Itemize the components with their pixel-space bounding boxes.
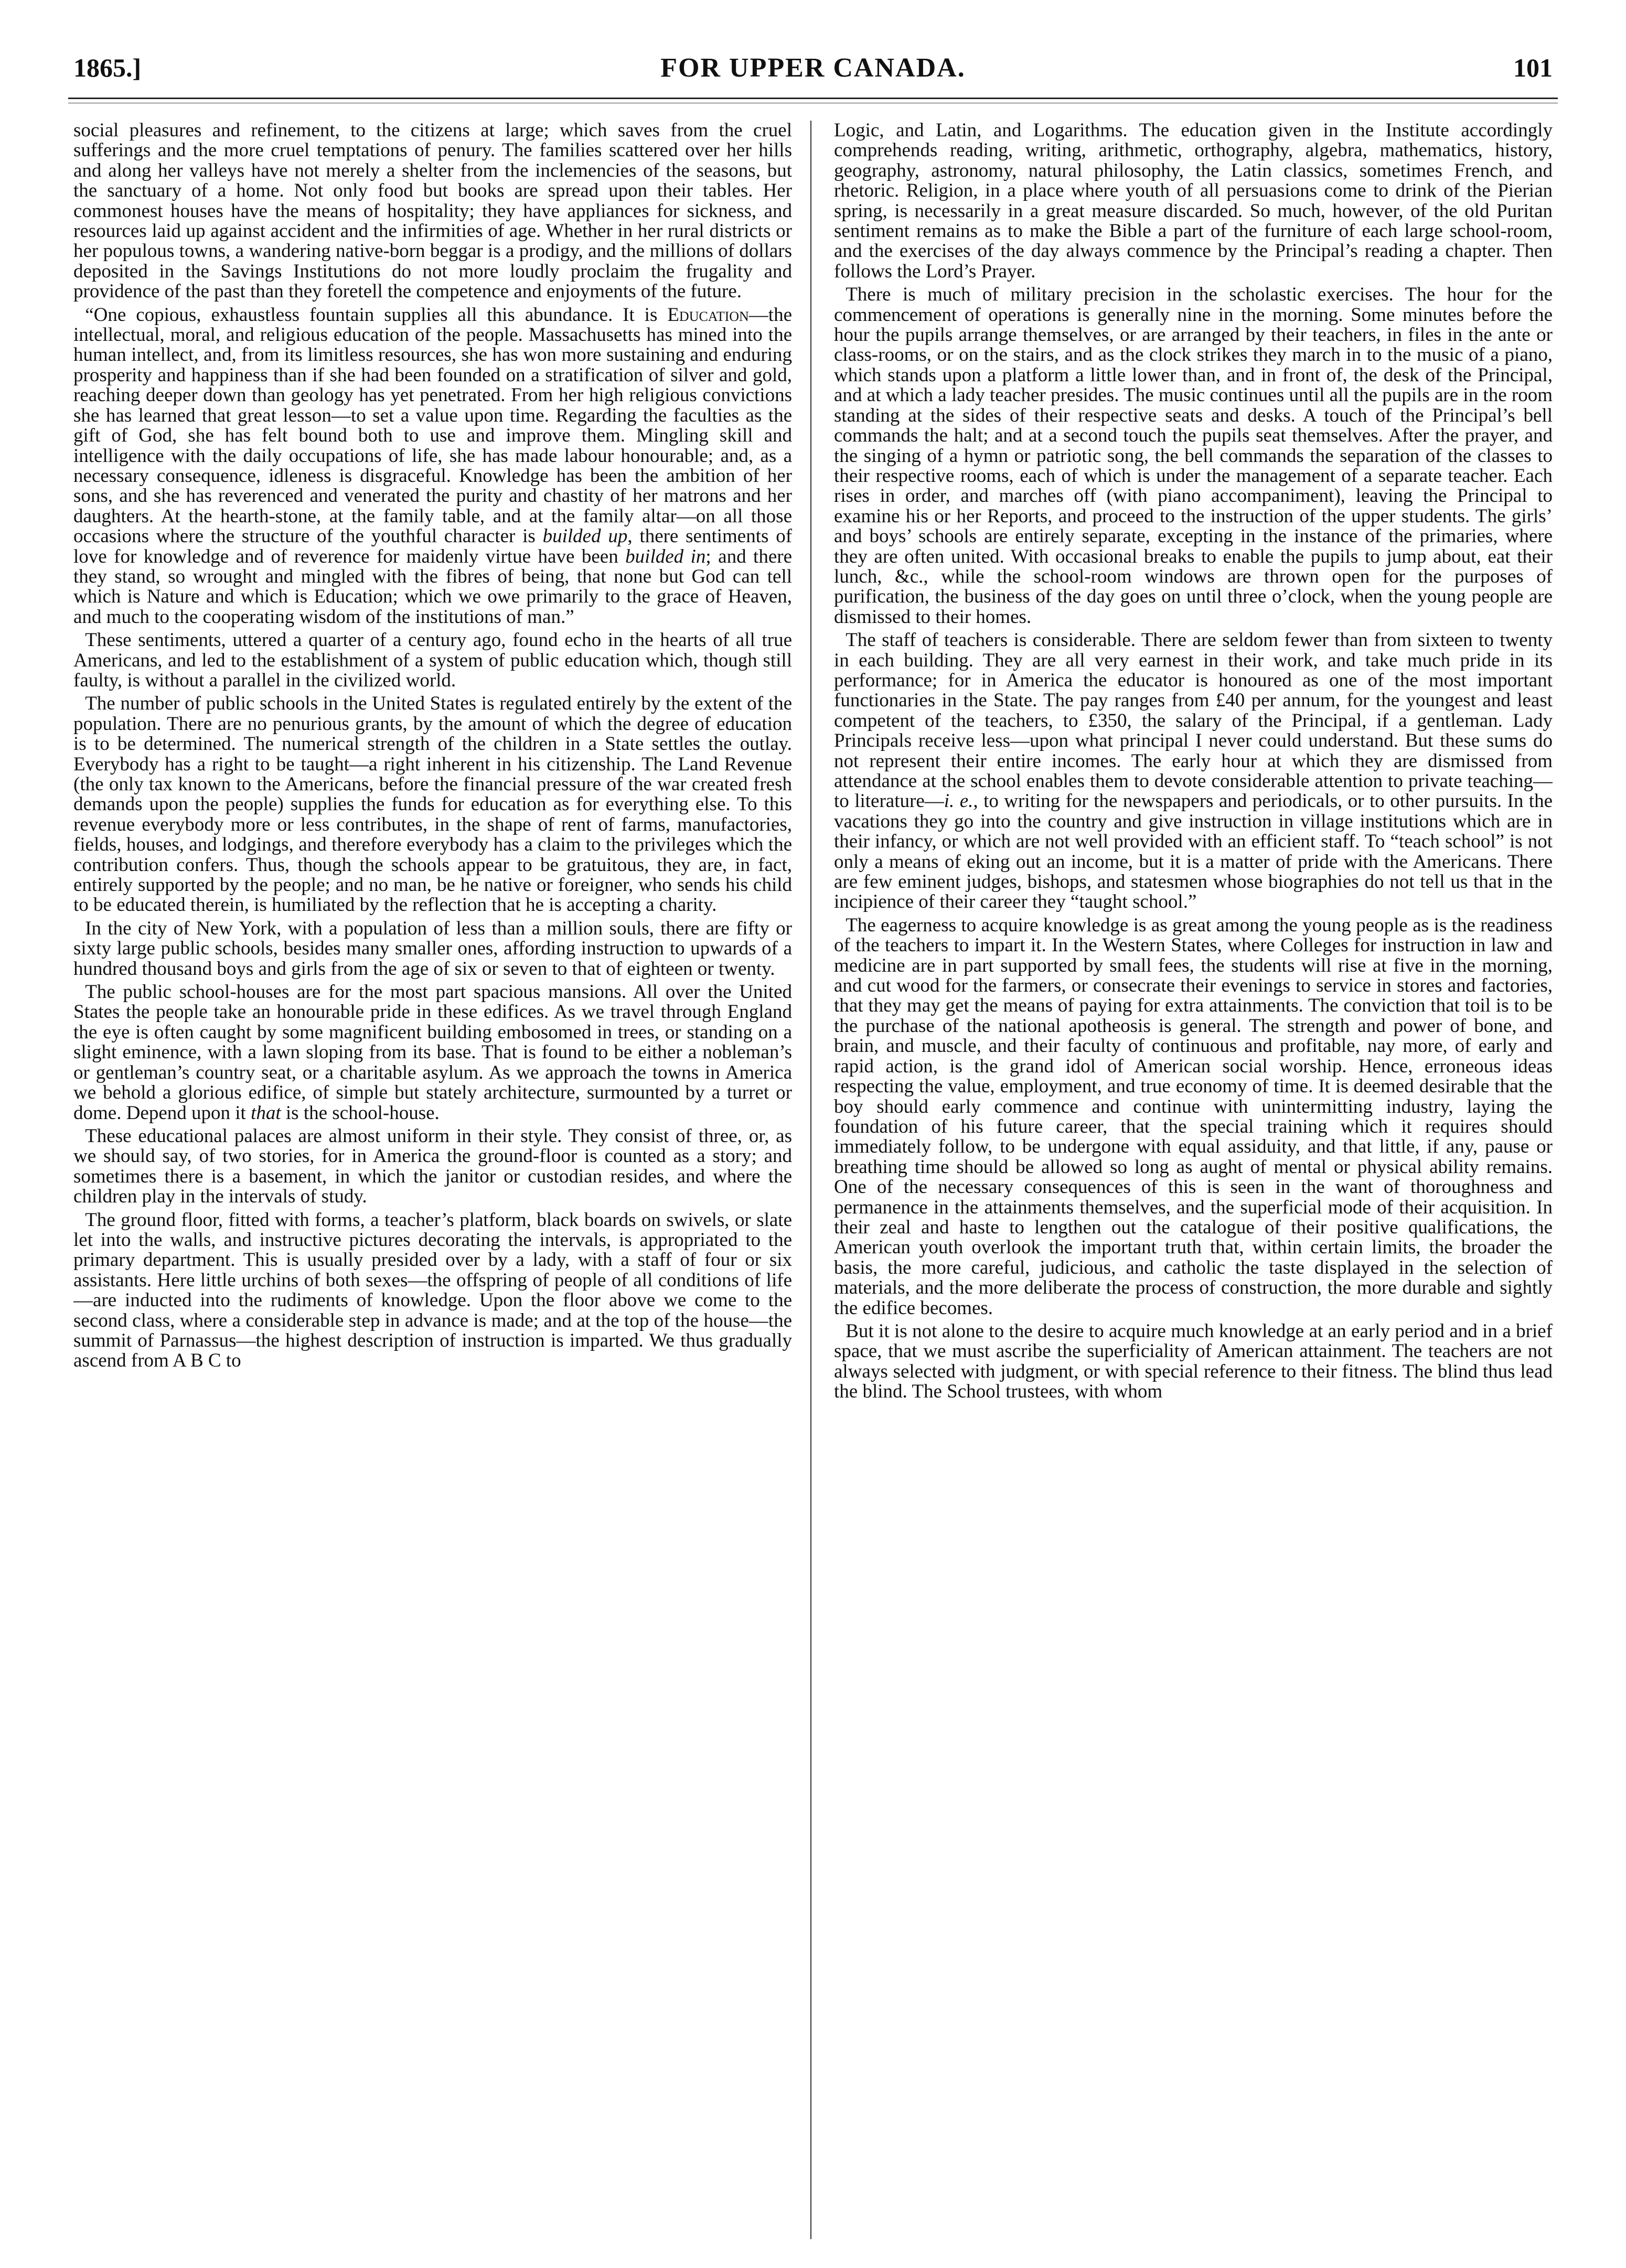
paragraph-text: These sentiments, uttered a quarter of a century ago, found echo in the hearts of all true Americans, and led to the establishment of a system of public education which, though still faulty, is without a parallel in the civilized world. — [73, 629, 792, 691]
page-number: 101 — [1513, 53, 1553, 82]
small-caps-text: Education — [667, 304, 749, 326]
paragraph — [834, 630, 1553, 912]
paragraph-text: In the city of New York, with a population of less than a million souls, there are fifty or sixty large public schools, besides many smaller ones, affording instruction to upwards of a hundred thousand boys and girls from the age of six or seven to that of eighteen or twenty. — [73, 917, 792, 980]
italic-text: builded up — [542, 525, 628, 547]
page — [68, 47, 1558, 2239]
paragraph — [73, 694, 792, 915]
header-rule — [68, 98, 1558, 99]
page-header — [68, 47, 1558, 89]
paragraph-text: , to writing for the newspapers and periodicals, or to other pursuits. In the vacations they go into the country and give instruction in village institutions which are in their infancy, or which are not well provided with an efficient staff. To “teach school” is not only a means of eking out an income, but it is a matter of pride with the Americans. There are few eminent judges, bishops, and statesmen whose biographies do not tell us that in the incipience of their career they “taught school.” — [834, 790, 1553, 913]
paragraph-text: —the intellectual, moral, and religious education of the people. Massachusetts has mined into the human intellect, and, from its limitless resources, she has won more sustaining and enduring prosperity and happiness than if she had been founded on a stratification of silver and gold, reaching deeper down than geology has yet penetrated. From her high religious convictions she has learned that great lesson—to set a value upon time. Regarding the faculties as the gift of God, she has felt bound both to use and improve them. Mingling skill and intelligence with the daily occupations of life, she has made labour honourable; and, as a necessary consequence, idleness is disgraceful. Knowledge has been the ambition of her sons, and she has reverenced and venerated the purity and chastity of her matrons and her daughters. At the hearth-stone, at the family table, and at the family altar—on all those occasions where the structure of the youthful character is — [73, 304, 792, 547]
left-column — [73, 121, 792, 2239]
paragraph — [834, 916, 1553, 1318]
paragraph — [834, 1321, 1553, 1402]
paragraph — [73, 1210, 792, 1371]
right-column — [834, 121, 1553, 2239]
paragraph — [73, 1126, 792, 1207]
paragraph-text: is the school-house. — [281, 1102, 440, 1124]
italic-text: builded in — [625, 545, 706, 567]
header-title: FOR UPPER CANADA. — [660, 53, 966, 83]
paragraph-text: The number of public schools in the United States is regulated entirely by the extent of the population. There are no penurious grants, by the amount of which the degree of education is to be determined. The numerical strength of the children in a State settles the outlay. Everybody has a right to be taught—a right inherent in his citizenship. The Land Revenue (the only tax known to the Americans, before the financial pressure of the war created fresh demands upon the people) supplies the funds for education as for everything else. To this revenue everybody more or less contributes, in the shape of rent of farms, manufactories, fields, houses, and lodgings, and therefore everybody has a claim to the privileges which the contribution confers. Thus, though the schools appear to be gratuitous, they are, in fact, entirely supported by the people; and no man, be he native or foreigner, who sends his child to be educated therein, is humiliated by the reflection that he is accepting a charity. — [73, 693, 792, 916]
column-divider — [810, 121, 811, 2239]
paragraph — [73, 919, 792, 979]
paragraph-text: There is much of military precision in the scholastic exercises. The hour for the commencement of operations is generally nine in the morning. Some minutes before the hour the pupils arrange themselves, or are arranged by their teachers, in files in the ante or class-rooms, or on the stairs, and as the clock strikes they march in to the music of a piano, which stands upon a platform a little lower than, and in front of, the desk of the Principal, and at which a lady teacher presides. The music continues until all the pupils are in the room standing at the sides of their respective seats and desks. A touch of the Principal’s bell commands the halt; and at a second touch the pupils seat themselves. After the prayer, and the singing of a hymn or patriotic song, the bell commands the separation of the classes to their respective rooms, each of which is under the management of a separate teacher. Each rises in order, and marches off (with piano accompaniment), leaving the Principal to examine his or her Reports, and proceed to the instruction of the upper students. The girls’ and boys’ schools are entirely separate, excepting in the instance of the primaries, where they are often united. With occasional breaks to enable the pupils to jump about, eat their lunch, &c., while the school-room windows are thrown open for the purposes of purification, the business of the day goes on until three o’clock, when the young people are dismissed to their homes. — [834, 284, 1553, 628]
paragraph-text: Logic, and Latin, and Logarithms. The education given in the Institute accordingly comprehends reading, writing, arithmetic, orthography, algebra, mathematics, history, geography, astronomy, natural philosophy, the Latin classics, sometimes French, and rhetoric. Religion, in a place where youth of all persuasions come to drink of the Pierian spring, is necessarily in a great measure discarded. So much, however, of the old Puritan sentiment remains as to make the Bible a part of the furniture of each large school-room, and the exercises of the day always commence by the Principal’s reading a chapter. Then follows the Lord’s Prayer. — [834, 121, 1553, 282]
paragraph-text: The staff of teachers is considerable. There are seldom fewer than from sixteen to twenty in each building. They are all very earnest in their work, and take much pride in its performance; for in America the educator is honoured as one of the most important functionaries in the State. The pay ranges from £40 per annum, for the youngest and least competent of the teachers, to £350, the salary of the Principal, if a gentleman. Lady Principals receive less—upon what principal I never could understand. But these sums do not represent their entire incomes. The early hour at which they are dismissed from attendance at the school enables them to devote considerable attention to private teaching—to literature— — [834, 629, 1553, 812]
paragraph-text: The eagerness to acquire knowledge is as great among the young people as is the readiness of the teachers to impart it. In the Western States, where Colleges for instruction in law and medicine are in part supported by small fees, the students will rise at five in the morning, and cut wood for the farmers, or consecrate their evenings to service in stores and factories, that they may get the means of paying for extra attainments. The conviction that toil is to be the purchase of the national apotheosis is general. The strength and power of bone, and brain, and muscle, and their faculty of continuous and profitable, nay more, of early and rapid action, is the grand idol of American social worship. Hence, erroneous ideas respecting the value, employment, and true economy of time. It is deemed desirable that the boy should early commence and continue with unintermitting industry, laying the foundation of his future career, that the special training which it requires should immediately follow, to be undergone with equal assiduity, and that little, if any, pause or breathing time should be allowed so long as aught of mental or physical ability remains. One of the necessary consequences of this is seen in the want of thoroughness and permanence in the attainments themselves, and the superficial mode of their acquisition. In their zeal and haste to lengthen out the catalogue of their positive qualifications, the American youth overlook the important truth that, within certain limits, the broader the basis, the more careful, judicious, and catholic the taste displayed in the selection of materials, and the more deliberate the process of construction, the more durable and sightly the edifice becomes. — [834, 914, 1553, 1319]
paragraph-text: But it is not alone to the desire to acquire much knowledge at an early period and in a brief space, that we must ascribe the superficiality of American attainment. The teachers are not always selected with judgment, or with special reference to their fitness. The blind thus lead the blind. The School trustees, with whom — [834, 1320, 1553, 1403]
paragraph-text: social pleasures and refinement, to the citizens at large; which saves from the cruel sufferings and the more cruel temptations of penury. The families scattered over her hills and along her valleys have not merely a shelter from the inclemencies of the seasons, but the sanctuary of a home. Not only food but books are spread upon their tables. Her commonest houses have the means of hospitality; they have appliances for sickness, and resources laid up against accident and the infirmities of age. Whether in her rural districts or her populous towns, a wandering native-born beggar is a prodigy, and the millions of dollars deposited in the Savings Institutions do not more loudly proclaim the frugality and providence of the past than they foretell the competence and enjoyments of the future. — [73, 121, 792, 303]
italic-text: that — [251, 1102, 281, 1124]
paragraph — [73, 630, 792, 691]
paragraph-text: The public school-houses are for the most part spacious mansions. All over the United States the people take an honourable pride in these edifices. As we travel through England the eye is often caught by some magnificent building embosomed in trees, or standing on a slight eminence, with a lawn sloping from its base. That is found to be either a nobleman’s or gentleman’s country seat, or a charitable asylum. As we approach the towns in America we behold a glorious edifice, of simple but stately architecture, surmounted by a turret or dome. Depend upon it — [73, 981, 792, 1124]
text-columns — [68, 121, 1558, 2239]
paragraph — [834, 285, 1553, 627]
header-year: 1865.] — [73, 53, 142, 82]
paragraph — [834, 121, 1553, 282]
paragraph — [73, 982, 792, 1123]
paragraph-text: These educational palaces are almost uniform in their style. They consist of three, or, as we should say, of two stories, for in America the ground-floor is counted as a story; and sometimes there is a basement, in which the janitor or custodian resides, and where the children play in the intervals of study. — [73, 1125, 792, 1208]
italic-text: i. e. — [944, 790, 974, 812]
paragraph-text: ; and there they stand, so wrought and mingled with the fibres of being, that none but God can tell which is Nature and which is Education; which we owe primarily to the grace of Heaven, and much to the cooperating wisdom of the institutions of man.” — [73, 545, 792, 628]
paragraph-text: The ground floor, fitted with forms, a teacher’s platform, black boards on swivels, or slate let into the walls, and instructive pictures decorating the intervals, is appropriated to the primary department. This is usually presided over by a lady, with a staff of four or six assistants. Here little urchins of both sexes—the offspring of people of all conditions of life—are inducted into the rudiments of knowledge. Upon the floor above we come to the second class, where a considerable step in advance is made; and at the top of the house—the summit of Parnassus—the highest description of instruction is imparted. We thus gradually ascend from A B C to — [73, 1209, 792, 1372]
paragraph-text: “One copious, exhaustless fountain supplies all this abundance. It is — [85, 304, 668, 326]
paragraph — [73, 305, 792, 628]
paragraph — [73, 121, 792, 302]
paragraph-text: , there sentiments of love for knowledge and of reverence for maidenly virtue have been — [73, 525, 792, 567]
